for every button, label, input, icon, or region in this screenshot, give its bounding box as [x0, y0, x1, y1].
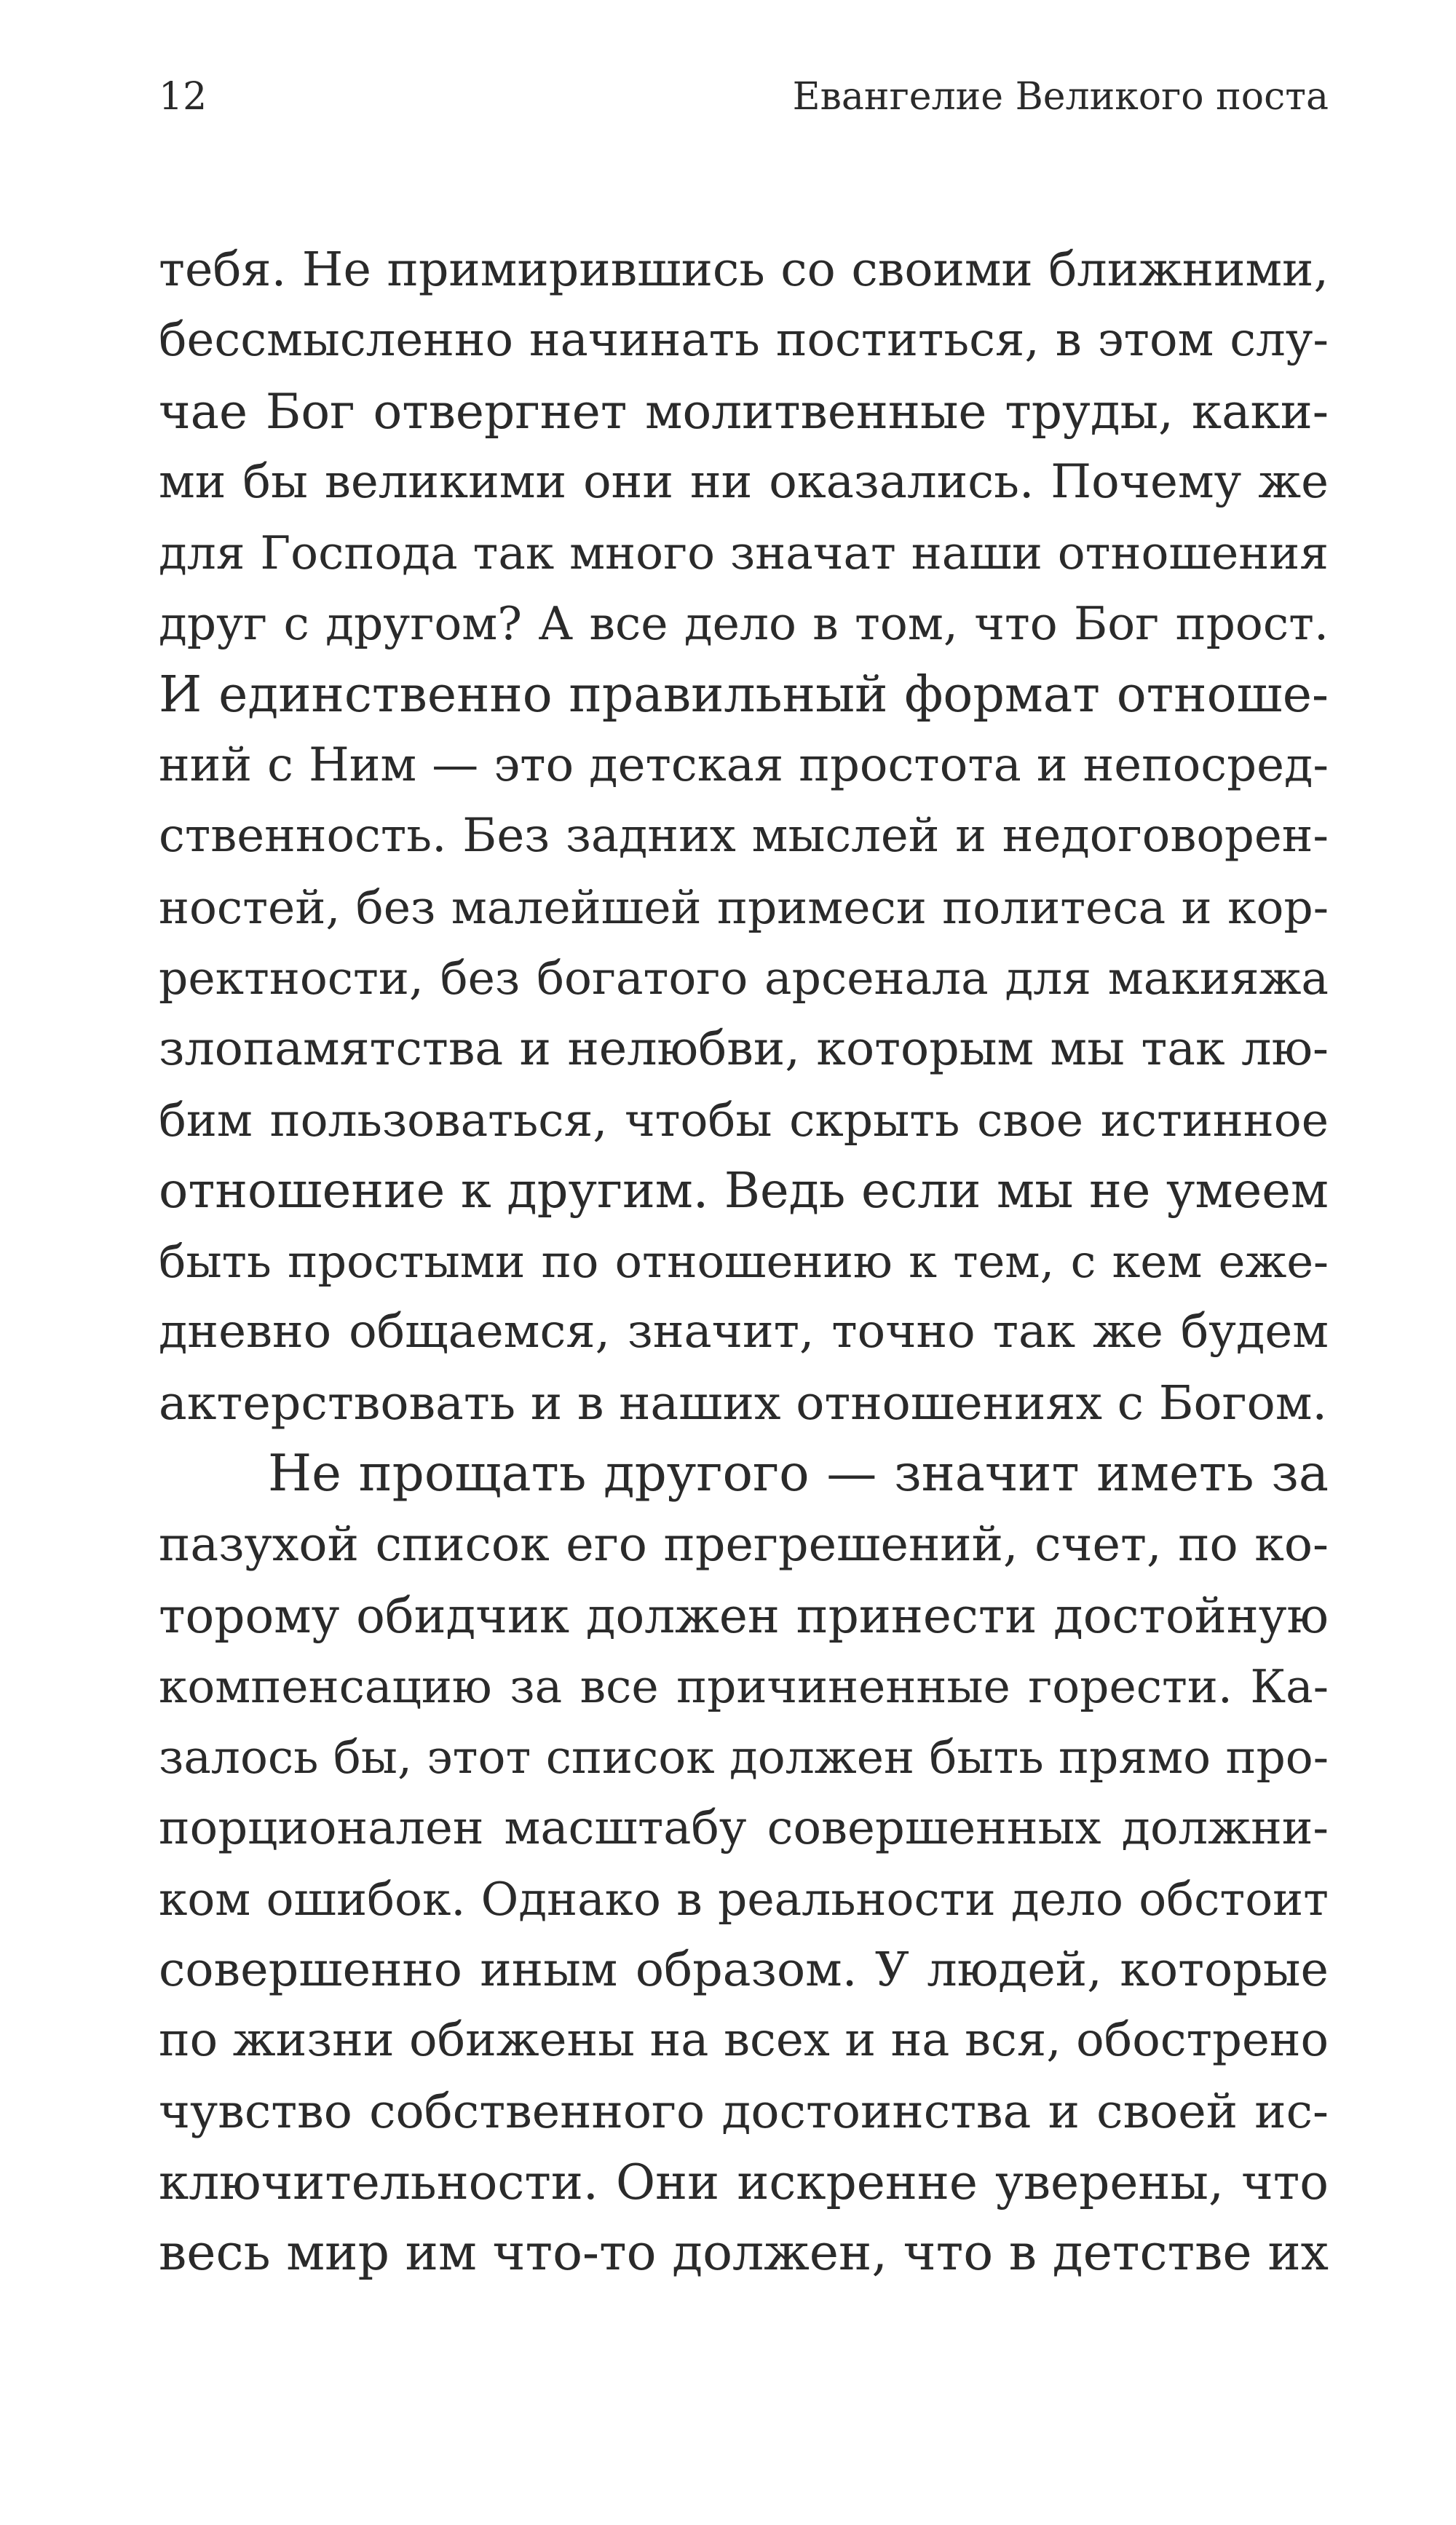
text-line: И единственно правильный формат отноше- — [159, 665, 1329, 724]
text-line: весь мир им что-то должен, что в детстве их — [159, 2224, 1329, 2283]
body-text — [159, 234, 1329, 2289]
text-line: ний с Ним — это детская простота и непосред- — [159, 738, 1329, 793]
text-line: торому обидчик должен принести достойную — [159, 1587, 1329, 1644]
paragraph-first-line: Не прощать другого — значит иметь за — [268, 1445, 1329, 1503]
text-line: порционален масштабу совершенных должни- — [159, 1801, 1329, 1855]
text-line: друг с другом? А все дело в том, что Бог прост. — [159, 597, 1329, 651]
page-number: 12 — [159, 75, 207, 119]
book-title: Евангелие Великого поста — [792, 75, 1329, 119]
text-line: отношение к другим. Ведь если мы не умеем — [159, 1161, 1329, 1219]
text-line: чае Бог отвергнет молитвенные труды, каки- — [159, 383, 1329, 440]
text-line: быть простыми по отношению к тем, с кем еже- — [159, 1235, 1329, 1289]
text-line: для Господа так много значат наши отношения — [159, 526, 1329, 580]
running-header — [159, 71, 1329, 122]
text-line: тебя. Не примирившись со своими ближними, — [159, 242, 1329, 297]
text-line: злопамятства и нелюбви, которым мы так лю- — [159, 1022, 1329, 1077]
text-line: чувство собственного достоинства и своей ис- — [159, 2084, 1329, 2139]
text-line: совершенно иным образом. У людей, которые — [159, 1943, 1329, 1998]
text-line: дневно общаемся, значит, точно так же будем — [159, 1305, 1329, 1359]
text-line: ком ошибок. Однако в реальности дело обстоит — [159, 1872, 1329, 1926]
text-line: пазухой список его прегрешений, счет, по ко- — [159, 1517, 1329, 1573]
text-line: по жизни обижены на всех и на вся, обострено — [159, 2013, 1329, 2068]
text-line: бим пользоваться, чтобы скрыть свое истинное — [159, 1093, 1329, 1147]
text-line: бессмысленно начинать поститься, в этом слу- — [159, 313, 1329, 368]
text-line: ректности, без богатого арсенала для макияжа — [159, 951, 1329, 1005]
text-line: ственность. Без задних мыслей и недоговорен- — [159, 809, 1329, 864]
text-line: ностей, без малейшей примеси политеса и кор- — [159, 880, 1329, 934]
text-line: залось бы, этот список должен быть прямо про- — [159, 1731, 1329, 1785]
paragraph-last-line: актерствовать и в наших отношениях с Богом. — [159, 1375, 1328, 1431]
text-line: компенсацию за все причиненные горести. Ка- — [159, 1659, 1329, 1713]
text-line: ми бы великими они ни оказались. Почему же — [159, 454, 1329, 509]
text-line: ключительности. Они искренне уверены, что — [159, 2154, 1329, 2211]
